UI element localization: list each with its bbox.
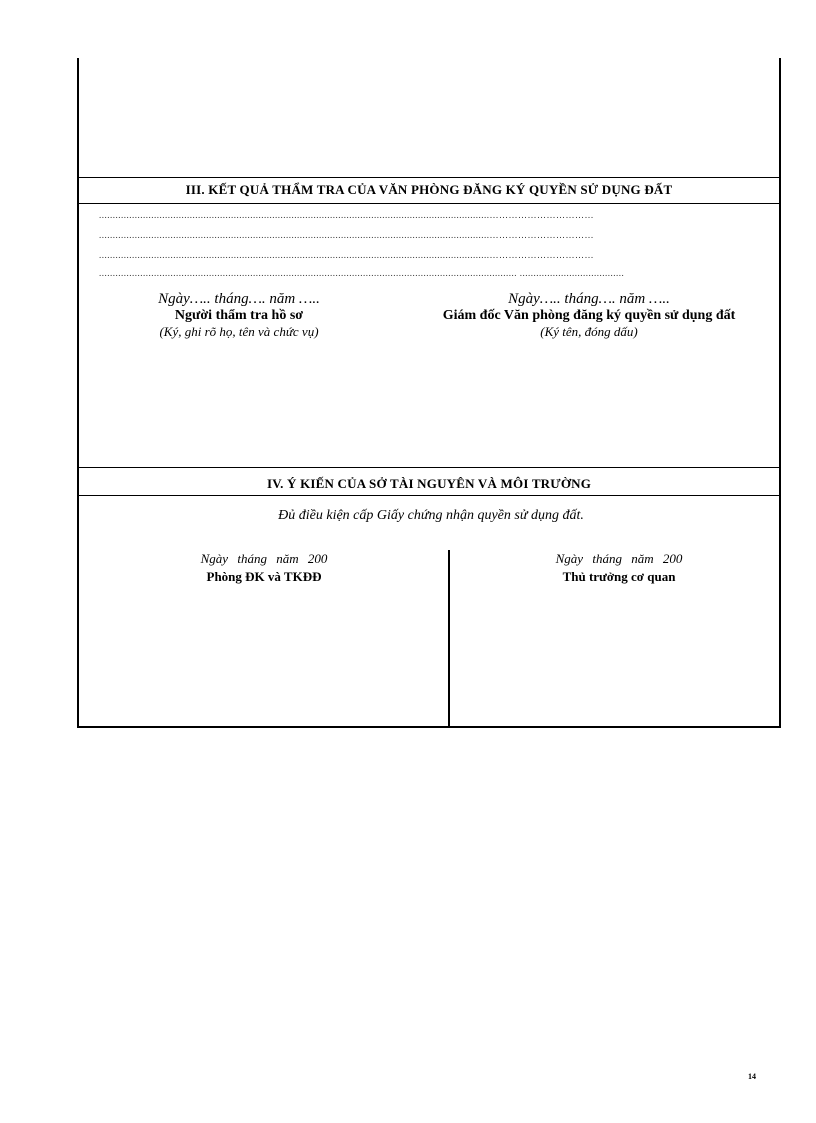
reviewer-role: Người thẩm tra hồ sơ bbox=[174, 308, 304, 323]
section3-top-border bbox=[79, 177, 779, 178]
section3-title-bottom-border bbox=[79, 203, 779, 204]
reviewer-date: Ngày….. tháng…. năm ….. bbox=[158, 291, 320, 307]
land-registration-form bbox=[77, 58, 781, 728]
director-note: (Ký tên, đóng dấu) bbox=[540, 324, 638, 339]
director-date: Ngày….. tháng…. năm ….. bbox=[508, 291, 670, 307]
dot-line-4: ........................................................................................................................................................ ...................................... bbox=[99, 268, 625, 278]
section4-top-border bbox=[79, 467, 779, 468]
agency-head-role: Thủ trưởng cơ quan bbox=[562, 569, 676, 584]
agency-head-signature-block bbox=[459, 551, 779, 585]
director-signature-block bbox=[409, 291, 769, 340]
dot-line-3: ..............................................................................................................................................…………………………… bbox=[99, 250, 594, 260]
reviewer-signature-block bbox=[109, 291, 369, 340]
section4-title: IV. Ý KIẾN CỦA SỞ TÀI NGUYÊN VÀ MÔI TRƯỜNG bbox=[266, 476, 592, 491]
registration-dept-signature-block bbox=[99, 551, 429, 585]
agency-head-date: Ngày tháng năm 200 bbox=[555, 551, 683, 566]
registration-dept-date: Ngày tháng năm 200 bbox=[200, 551, 328, 566]
section4-column-divider bbox=[448, 550, 450, 726]
reviewer-note: (Ký, ghi rõ họ, tên và chức vụ) bbox=[159, 324, 319, 339]
director-role: Giám đốc Văn phòng đăng ký quyền sử dụng đất bbox=[442, 308, 736, 323]
section3-title: III. KẾT QUẢ THẨM TRA CỦA VĂN PHÒNG ĐĂNG KÝ QUYỀN SỬ DỤNG ĐẤT bbox=[185, 182, 673, 197]
dot-line-2: ..............................................................................................................................................…………………………… bbox=[99, 230, 594, 240]
section4-title-bottom-border bbox=[79, 495, 779, 496]
section4-statement: Đủ điều kiện cấp Giấy chứng nhận quyền sử dụng đất. bbox=[278, 508, 584, 523]
registration-dept-role: Phòng ĐK và TKĐĐ bbox=[206, 569, 322, 584]
dot-line-1: ..............................................................................................................................................…………………………… bbox=[99, 210, 594, 220]
page-number: 14 bbox=[748, 1072, 756, 1081]
